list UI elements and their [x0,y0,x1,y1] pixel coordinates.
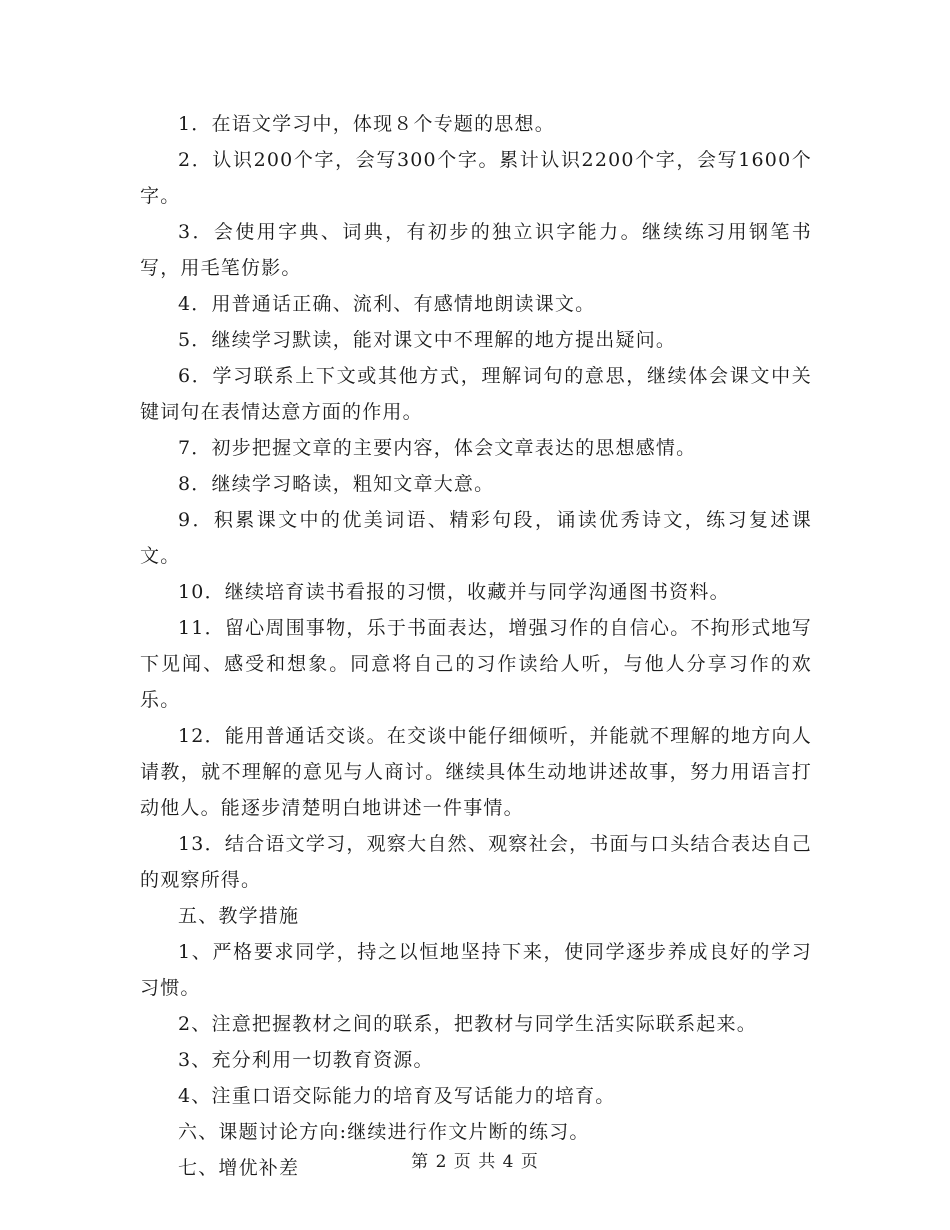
paragraph-4: 4．用普通话正确、流利、有感情地朗读课文。 [178,293,596,315]
paragraph-12: 12．能用普通话交谈。在交谈中能仔细倾听，并能就不理解的地方向人请教，就不理解的意见与人商讨。继续具体生动地讲述故事，努力用语言打动他人。能逐步清楚明白地讲述一件事情。 [140,725,812,819]
document-body [140,106,812,1186]
section-heading-teaching-measures: 五、教学措施 [178,905,300,927]
paragraph-7: 7．初步把握文章的主要内容，体会文章表达的思想感情。 [178,437,697,459]
paragraph-11: 11．留心周围事物，乐于书面表达，增强习作的自信心。不拘形式地写下见闻、感受和想象。同意将自己的习作读给人听，与他人分享习作的欢乐。 [140,617,812,711]
paragraph-3: 3．会使用字典、词典，有初步的独立识字能力。继续练习用钢笔书写，用毛笔仿影。 [140,221,812,279]
paragraph-13: 13．结合语文学习，观察大自然、观察社会，书面与口头结合表达自己的观察所得。 [140,833,812,891]
section-heading-improvement: 七、增优补差 [178,1157,300,1179]
measure-item-1: 1、严格要求同学，持之以恒地坚持下来，使同学逐步养成良好的学习习惯。 [140,941,812,999]
measure-item-2: 2、注意把握教材之间的联系，把教材与同学生活实际联系起来。 [178,1013,757,1035]
paragraph-8: 8．继续学习略读，粗知文章大意。 [178,473,495,495]
page-number-footer: 第 2 页 共 4 页 [411,1152,539,1172]
measure-item-3: 3、充分利用一切教育资源。 [178,1049,434,1071]
paragraph-9: 9．积累课文中的优美词语、精彩句段，诵读优秀诗文，练习复述课文。 [140,509,812,567]
section-heading-research-direction: 六、课题讨论方向:继续进行作文片断的练习。 [178,1121,590,1143]
paragraph-10: 10．继续培育读书看报的习惯，收藏并与同学沟通图书资料。 [178,581,730,603]
paragraph-5: 5．继续学习默读，能对课文中不理解的地方提出疑问。 [178,329,677,351]
paragraph-1: 1．在语文学习中，体现８个专题的思想。 [178,113,555,135]
paragraph-2: 2．认识200个字，会写300个字。累计认识2200个字，会写1600个字。 [140,149,812,207]
measure-item-4: 4、注重口语交际能力的培育及写话能力的培育。 [178,1085,616,1107]
paragraph-6: 6．学习联系上下文或其他方式，理解词句的意思，继续体会课文中关键词句在表情达意方面的作用。 [140,365,812,423]
